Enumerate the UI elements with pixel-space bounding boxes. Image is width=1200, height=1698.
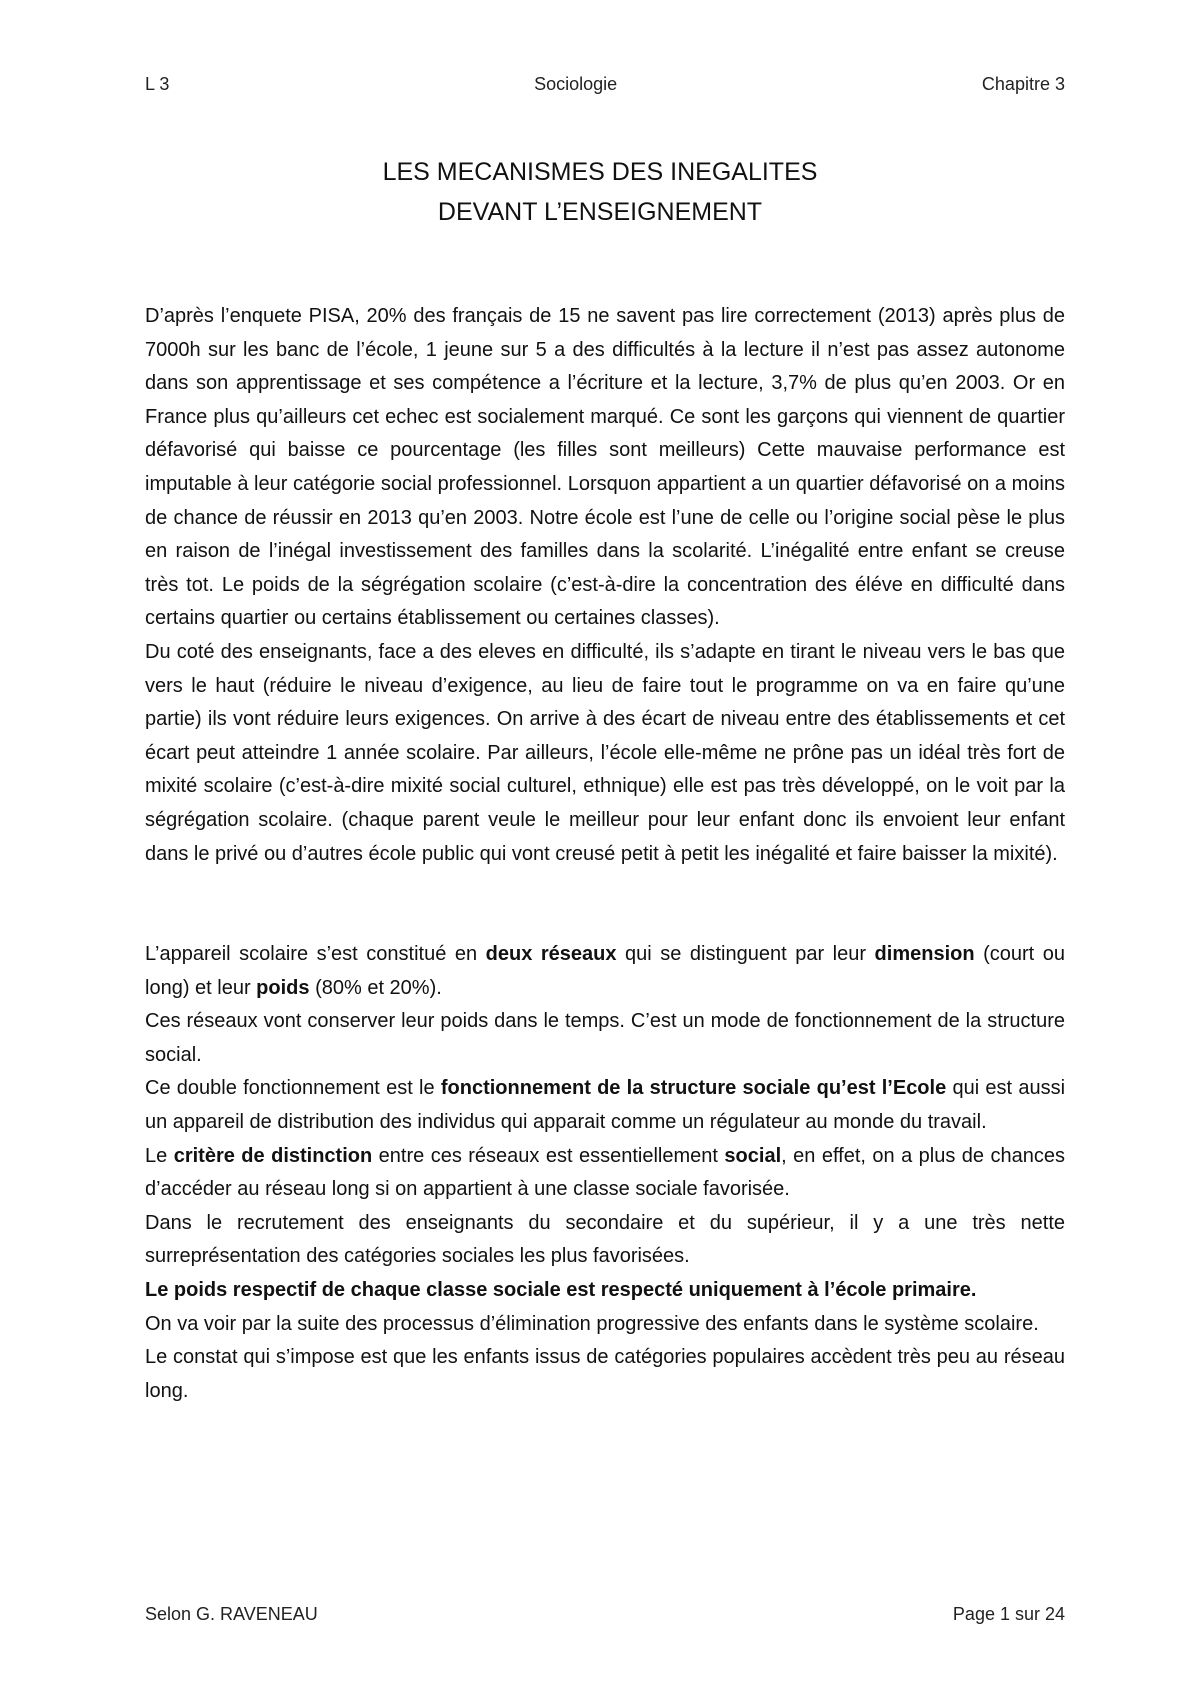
running-footer: [145, 1604, 1065, 1625]
header-subject: Sociologie: [534, 74, 618, 94]
paragraph-appareil-scolaire: [145, 938, 1065, 1005]
footer-page-number: Page 1 sur 24: [952, 1604, 1065, 1624]
text-run: (80% et 20%).: [309, 976, 442, 999]
footer-author: Selon G. RAVENEAU: [145, 1604, 318, 1624]
text-run: qui est aussi un appareil de distribution des individus qui apparait comme un régulateur au monde du travail.: [145, 1077, 1066, 1134]
bold-dimension: dimension: [874, 943, 975, 966]
text-run: qui se distinguent par leur: [616, 943, 875, 966]
running-header: [145, 74, 1065, 95]
bold-fonctionnement-structure: fonctionnement de la structure sociale qu’est l’Ecole: [440, 1077, 947, 1100]
text-run: Ce double fonctionnement est le: [145, 1077, 441, 1100]
paragraph-critere-distinction: [145, 1140, 1065, 1207]
paragraph-reseaux-poids: Ces réseaux vont conserver leur poids dans le temps. C’est un mode de fonctionnement de la structure social.: [145, 1010, 1065, 1066]
text-run: , en effet, on a plus de chances d’accéder au réseau long si on appartient à une classe sociale favorisée.: [145, 1144, 1065, 1201]
paragraph-poids-respectif: Le poids respectif de chaque classe sociale est respecté uniquement à l’école primaire.: [145, 1279, 977, 1302]
section-gap: [145, 871, 1065, 938]
text-run: Le: [145, 1144, 174, 1167]
title-line-2: DEVANT L’ENSEIGNEMENT: [437, 198, 763, 226]
title-line-1: LES MECANISMES DES INEGALITES: [382, 158, 818, 186]
paragraph-constat: Le constat qui s’impose est que les enfants issus de catégories populaires accèdent très peu au réseau long.: [145, 1346, 1065, 1402]
header-chapter: Chapitre 3: [981, 74, 1065, 94]
bold-poids: poids: [256, 976, 310, 999]
bold-social: social: [724, 1144, 782, 1167]
paragraph-elimination: On va voir par la suite des processus d’élimination progressive des enfants dans le système scolaire.: [145, 1312, 1039, 1335]
bold-deux-reseaux: deux réseaux: [485, 943, 617, 966]
paragraph-double-fonctionnement: [145, 1072, 1065, 1139]
paragraph-recrutement: Dans le recrutement des enseignants du secondaire et du supérieur, il y a une très nette surreprésentation des catégories sociales les plus favorisées.: [145, 1211, 1065, 1268]
bold-critere-distinction: critère de distinction: [173, 1144, 373, 1167]
header-course-level: L 3: [145, 74, 170, 94]
text-run: (court ou long) et leur: [145, 943, 1066, 999]
paragraph-enseignants: Du coté des enseignants, face a des eleves en difficulté, ils s’adapte en tirant le niveau vers le bas que vers le haut (réduire le niveau d’exigence, au lieu de faire tout le programme on va en faire qu’une partie) ils vont réduire leurs exigences. On arrive à des écart de niveau entre des établissements et cet écart peut atteindre 1 année scolaire. Par ailleurs, l’école elle-même ne prône pas un idéal très fort de mixité scolaire (c’est-à-dire mixité social culturel, ethnique) elle est pas très développé, on le voit par la ségrégation scolaire. (chaque parent veule le meilleur pour leur enfant donc ils envoient leur enfant dans le privé ou d’autres école public qui vont creusé petit à petit les inégalité et faire baisser la mixité).: [145, 640, 1065, 865]
text-run: entre ces réseaux est essentiellement: [372, 1144, 725, 1167]
document-body: [145, 300, 1065, 1408]
paragraph-pisa: D’après l’enquete PISA, 20% des français de 15 ne savent pas lire correctement (2013) après plus de 7000h sur les banc de l’école, 1 jeune sur 5 a des difficultés à la lecture il n’est pas assez autonome dans son apprentissage et ses compétence a l’écriture et la lecture, 3,7% de plus qu’en 2003. Or en France plus qu’ailleurs cet echec est socialement marqué. Ce sont les garçons qui viennent de quartier défavorisé qui baisse ce pourcentage (les filles sont meilleurs) Cette mauvaise performance est imputable à leur catégorie social professionnel. Lorsquon appartient a un quartier défavorisé on a moins de chance de réussir en 2013 qu’en 2003. Notre école est l’une de celle ou l’origine social pèse le plus en raison de l’inégal investissement des familles dans la scolarité. L’inégalité entre enfant se creuse très tot. Le poids de la ségrégation scolaire (c’est-à-dire la concentration des éléve en difficulté dans certains quartier ou certains établissement ou certaines classes).: [145, 305, 1065, 630]
text-run: L’appareil scolaire s’est constitué en: [145, 943, 486, 966]
page-title: [0, 152, 1200, 232]
